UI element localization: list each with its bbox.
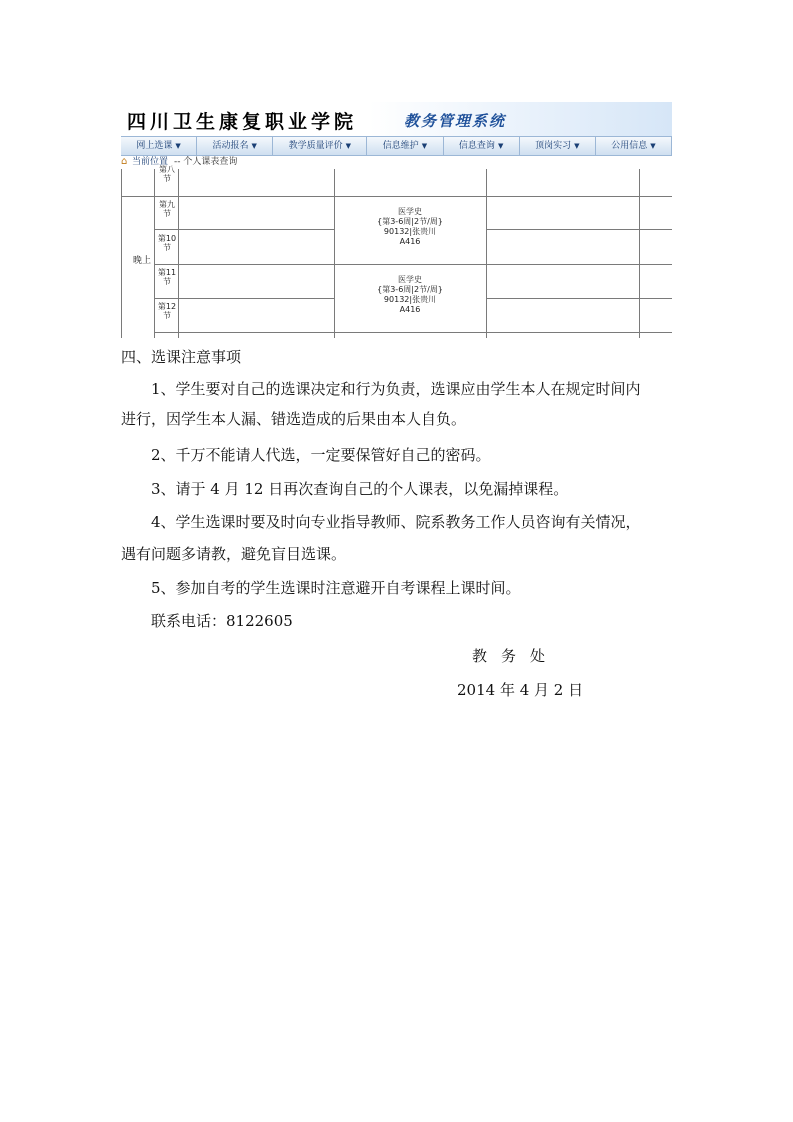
grid-line [154,298,334,299]
course-teacher: 90132|张贵川 [383,227,437,236]
chevron-down-icon: ▼ [650,142,656,150]
grid-line [154,169,155,338]
course-room: A416 [399,237,421,246]
course-name: 医学史 [398,275,422,284]
contact-phone: 联系电话：8122605 [151,612,293,630]
notice-item-4-line-2: 遇有问题多请教，避免盲目选课。 [121,545,347,563]
grid-line [121,196,672,197]
grid-line [154,332,672,333]
menu-teaching-evaluation[interactable]: 教学质量评价 ▼ [273,137,367,155]
course-weeks: {第3-6周|2节/周} [377,217,443,226]
menu-online-course-selection[interactable]: 网上选课 ▼ [121,137,197,155]
menu-internship[interactable]: 顶岗实习 ▼ [520,137,596,155]
course-weeks: {第3-6周|2节/周} [377,285,443,294]
grid-line [178,169,179,338]
chevron-down-icon: ▼ [175,142,181,150]
menu-info-query[interactable]: 信息查询 ▼ [444,137,520,155]
section-title: 四、选课注意事项 [121,348,242,366]
notice-item-5: 5、参加自考的学生选课时注意避开自考课程上课时间。 [151,579,521,597]
timetable-grid [121,165,672,338]
grid-line [154,264,672,265]
notice-item-2: 2、千万不能请人代选，一定要保管好自己的密码。 [151,446,491,464]
notice-item-4-line-1: 4、学生选课时要及时向专业指导教师、院系教务工作人员咨询有关情况， [151,513,641,531]
period-label: 第八节 [159,165,175,183]
period-label: 第10节 [157,234,177,252]
notice-item-1-line-2: 进行，因学生本人漏、错选造成的后果由本人自负。 [121,410,467,428]
home-icon[interactable]: ⌂ [121,156,128,167]
course-cell[interactable] [334,275,486,315]
period-label: 第12节 [157,302,177,320]
menu-info-maintenance[interactable]: 信息维护 ▼ [367,137,443,155]
chevron-down-icon: ▼ [421,142,428,150]
course-teacher: 90132|张贵川 [383,295,437,304]
notice-item-3: 3、请于 4 月 12 日再次查询自己的个人课表，以免漏掉课程。 [151,480,569,498]
session-label: 晚上 [132,256,151,266]
school-name: 四川卫生康复职业学院 [127,111,358,133]
chevron-down-icon: ▼ [497,142,504,150]
issue-date: 2014 年 4 月 2 日 [457,681,584,699]
timetable-screenshot [121,102,672,338]
breadcrumb [121,155,672,169]
chevron-down-icon: ▼ [574,142,580,150]
grid-line [486,229,672,230]
period-label: 第11节 [157,268,177,286]
system-banner [121,102,672,136]
course-cell[interactable] [334,207,486,247]
grid-line [486,298,672,299]
system-name: 教务管理系统 [404,112,507,130]
grid-line [121,169,122,338]
grid-line [154,229,334,230]
chevron-down-icon: ▼ [345,142,352,150]
breadcrumb-path: -- 个人课表查询 [174,157,238,167]
issuing-office: 教务处 [472,647,560,665]
breadcrumb-current-label: 当前位置 [132,157,169,167]
main-menu [121,136,672,156]
menu-public-info[interactable]: 公用信息 ▼ [596,137,672,155]
grid-line [639,169,640,338]
course-room: A416 [399,305,421,314]
notice-item-1-line-1: 1、学生要对自己的选课决定和行为负责，选课应由学生本人在规定时间内 [151,380,641,398]
grid-line [486,169,487,338]
chevron-down-icon: ▼ [251,142,257,150]
menu-activity-registration[interactable]: 活动报名 ▼ [197,137,273,155]
course-name: 医学史 [398,207,422,216]
period-label: 第九节 [159,200,175,218]
